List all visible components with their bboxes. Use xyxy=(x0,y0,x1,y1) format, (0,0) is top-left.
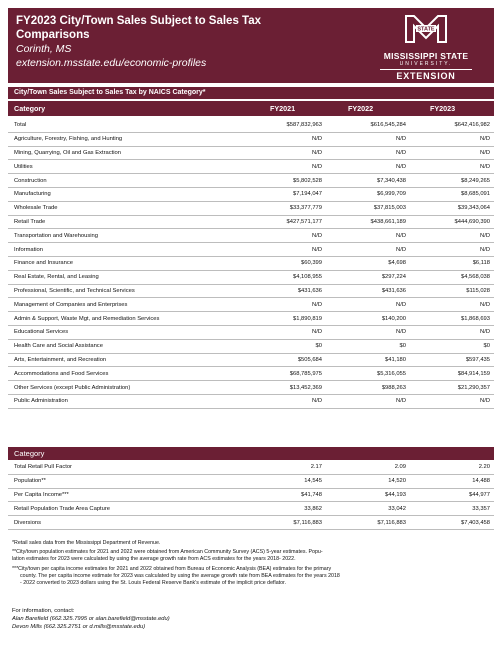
table-row xyxy=(8,187,494,201)
report-title-line1: FY2023 City/Town Sales Subject to Sales Tax xyxy=(16,15,261,27)
logo-extension-word: EXTENSION xyxy=(380,69,472,82)
row-category-cell: Retail Trade xyxy=(8,215,242,229)
contact-info xyxy=(12,607,170,631)
row-fy2021-cell: $41,748 xyxy=(242,488,326,502)
row-fy2023-cell: $642,416,982 xyxy=(410,119,494,132)
contact-line-barefield: Alan Barefield (662.325.7995 or alan.barefield@msstate.edu) xyxy=(12,616,170,622)
row-fy2022-cell: $37,815,003 xyxy=(326,201,410,215)
row-fy2023-cell: $4,568,038 xyxy=(410,270,494,284)
footnote-income-2: county. The per capita income estimate for 2023 was calculated by using the average growth rate from BEA estimates for the years 2018 xyxy=(20,573,340,579)
table-row xyxy=(8,243,494,257)
row-fy2023-cell: $6,118 xyxy=(410,256,494,270)
table-row xyxy=(8,516,494,530)
row-category-cell: Population** xyxy=(8,474,242,488)
row-fy2022-cell: $4,698 xyxy=(326,256,410,270)
row-category-cell: Construction xyxy=(8,174,242,188)
row-fy2022-cell: N/D xyxy=(326,146,410,160)
table-row xyxy=(8,119,494,132)
report-header xyxy=(8,8,494,83)
table-row xyxy=(8,270,494,284)
header-text xyxy=(16,14,306,70)
row-category-cell: Wholesale Trade xyxy=(8,201,242,215)
footnotes xyxy=(12,540,488,587)
row-category-cell: Retail Population Trade Area Capture xyxy=(8,502,242,516)
row-fy2021-cell: $505,684 xyxy=(242,353,326,367)
row-fy2021-cell: $7,116,883 xyxy=(242,516,326,530)
row-fy2021-cell: $4,108,955 xyxy=(242,270,326,284)
footnote-population-2: lation estimates for 2023 were calculated by using the average growth rate from ACS estimates for the years 2018- 2022. xyxy=(12,556,296,562)
summary-table-body xyxy=(8,461,494,529)
row-fy2022-cell: N/D xyxy=(326,394,410,408)
row-fy2021-cell: $33,377,779 xyxy=(242,201,326,215)
row-fy2021-cell: $0 xyxy=(242,339,326,353)
row-fy2023-cell: $0 xyxy=(410,339,494,353)
row-fy2022-cell: $616,545,284 xyxy=(326,119,410,132)
row-fy2021-cell: N/D xyxy=(242,298,326,312)
msu-extension-logo xyxy=(366,14,486,82)
table-row xyxy=(8,367,494,381)
row-category-cell: Professional, Scientific, and Technical Services xyxy=(8,284,242,298)
report-location: Corinth, MS xyxy=(16,43,72,55)
row-fy2022-cell: N/D xyxy=(326,243,410,257)
row-category-cell: Real Estate, Rental, and Leasing xyxy=(8,270,242,284)
row-fy2021-cell: $431,636 xyxy=(242,284,326,298)
row-fy2022-cell: 33,042 xyxy=(326,502,410,516)
row-fy2021-cell: $587,832,963 xyxy=(242,119,326,132)
row-category-cell: Accommodations and Food Services xyxy=(8,367,242,381)
table-row xyxy=(8,298,494,312)
row-category-cell: Finance and Insurance xyxy=(8,256,242,270)
row-fy2021-cell: N/D xyxy=(242,243,326,257)
row-category-cell: Utilities xyxy=(8,160,242,174)
table-row xyxy=(8,381,494,395)
row-fy2021-cell: N/D xyxy=(242,229,326,243)
naics-sales-table-body xyxy=(8,119,494,408)
row-fy2021-cell: $13,452,369 xyxy=(242,381,326,395)
row-fy2023-cell: $8,249,265 xyxy=(410,174,494,188)
row-category-cell: Total Retail Pull Factor xyxy=(8,461,242,474)
summary-table xyxy=(8,461,494,530)
footnote-income-3: - 2022 converted to 2023 dollars using the St. Louis Federal Reserve Bank's estimate of the implicit price deflator. xyxy=(20,580,286,586)
row-fy2023-cell: $84,914,159 xyxy=(410,367,494,381)
row-category-cell: Other Services (except Public Administration) xyxy=(8,381,242,395)
row-fy2021-cell: $7,194,047 xyxy=(242,187,326,201)
table-row xyxy=(8,488,494,502)
row-fy2023-cell: 14,488 xyxy=(410,474,494,488)
row-fy2021-cell: 33,862 xyxy=(242,502,326,516)
row-fy2022-cell: $7,116,883 xyxy=(326,516,410,530)
row-fy2021-cell: $60,399 xyxy=(242,256,326,270)
column-header-fy2023: FY2023 xyxy=(430,104,456,113)
table-row xyxy=(8,229,494,243)
row-fy2023-cell: N/D xyxy=(410,243,494,257)
row-category-cell: Arts, Entertainment, and Recreation xyxy=(8,353,242,367)
msu-logo-mark-icon xyxy=(404,14,448,44)
naics-sales-table xyxy=(8,119,494,409)
footnote-income-1: ***City/town per capita income estimates for 2021 and 2022 obtained from Bureau of Economic Analysis (BEA) estimates for the primary xyxy=(12,566,332,572)
row-fy2023-cell: $597,435 xyxy=(410,353,494,367)
row-category-cell: Admin & Support, Waste Mgt, and Remediation Services xyxy=(8,312,242,326)
table-column-header xyxy=(8,101,494,116)
table-row xyxy=(8,339,494,353)
row-fy2023-cell: 2.20 xyxy=(410,461,494,474)
row-fy2023-cell: $8,685,091 xyxy=(410,187,494,201)
row-category-cell: Educational Services xyxy=(8,325,242,339)
row-fy2021-cell: 14,545 xyxy=(242,474,326,488)
row-fy2022-cell: 2.09 xyxy=(326,461,410,474)
summary-category-header: Category xyxy=(8,447,494,460)
section-title-bar: City/Town Sales Subject to Sales Tax by NAICS Category* xyxy=(8,87,494,99)
row-fy2023-cell: $21,290,357 xyxy=(410,381,494,395)
row-fy2022-cell: $431,636 xyxy=(326,284,410,298)
table-row xyxy=(8,325,494,339)
row-category-cell: Management of Companies and Enterprises xyxy=(8,298,242,312)
row-fy2023-cell: $7,403,458 xyxy=(410,516,494,530)
contact-line-mills: Devon Mills (662.325.2751 or d.mills@msstate.edu) xyxy=(12,624,146,630)
row-fy2022-cell: $297,224 xyxy=(326,270,410,284)
row-category-cell: Per Capita Income*** xyxy=(8,488,242,502)
row-fy2023-cell: N/D xyxy=(410,298,494,312)
svg-text:STATE: STATE xyxy=(417,26,435,33)
contact-heading: For information, contact: xyxy=(12,608,75,614)
row-fy2022-cell: $0 xyxy=(326,339,410,353)
footnote-retail-sales: *Retail sales data from the Mississippi Department of Revenue. xyxy=(12,540,161,546)
table-row xyxy=(8,394,494,408)
row-category-cell: Mining, Quarrying, Oil and Gas Extraction xyxy=(8,146,242,160)
row-category-cell: Total xyxy=(8,119,242,132)
row-fy2023-cell: N/D xyxy=(410,394,494,408)
row-fy2023-cell: $44,977 xyxy=(410,488,494,502)
row-fy2021-cell: N/D xyxy=(242,160,326,174)
row-category-cell: Information xyxy=(8,243,242,257)
row-fy2021-cell: 2.17 xyxy=(242,461,326,474)
row-fy2023-cell: N/D xyxy=(410,160,494,174)
report-url: extension.msstate.edu/economic-profiles xyxy=(16,57,207,69)
column-header-category: Category xyxy=(14,104,46,113)
row-fy2022-cell: $44,193 xyxy=(326,488,410,502)
row-fy2021-cell: N/D xyxy=(242,394,326,408)
row-fy2023-cell: N/D xyxy=(410,132,494,146)
table-row xyxy=(8,312,494,326)
table-row xyxy=(8,201,494,215)
table-row xyxy=(8,215,494,229)
table-row xyxy=(8,132,494,146)
report-title-line2: Comparisons xyxy=(16,29,90,41)
row-fy2023-cell: 33,357 xyxy=(410,502,494,516)
row-category-cell: Public Administration xyxy=(8,394,242,408)
table-row xyxy=(8,256,494,270)
row-fy2022-cell: $7,340,438 xyxy=(326,174,410,188)
row-fy2023-cell: $115,028 xyxy=(410,284,494,298)
table-row xyxy=(8,146,494,160)
row-fy2022-cell: N/D xyxy=(326,132,410,146)
row-fy2023-cell: N/D xyxy=(410,229,494,243)
row-category-cell: Diversions xyxy=(8,516,242,530)
row-category-cell: Health Care and Social Assistance xyxy=(8,339,242,353)
row-fy2021-cell: N/D xyxy=(242,146,326,160)
table-row xyxy=(8,461,494,474)
logo-university-name: MISSISSIPPI STATE xyxy=(383,51,469,61)
row-fy2022-cell: N/D xyxy=(326,160,410,174)
table-row xyxy=(8,502,494,516)
row-fy2022-cell: N/D xyxy=(326,229,410,243)
row-fy2021-cell: $1,890,819 xyxy=(242,312,326,326)
row-fy2021-cell: $5,802,528 xyxy=(242,174,326,188)
row-fy2022-cell: $988,263 xyxy=(326,381,410,395)
row-fy2022-cell: 14,520 xyxy=(326,474,410,488)
row-fy2022-cell: $5,316,055 xyxy=(326,367,410,381)
row-fy2021-cell: N/D xyxy=(242,325,326,339)
row-fy2023-cell: $39,343,064 xyxy=(410,201,494,215)
table-row xyxy=(8,474,494,488)
row-category-cell: Agriculture, Forestry, Fishing, and Hunting xyxy=(8,132,242,146)
row-category-cell: Manufacturing xyxy=(8,187,242,201)
row-fy2022-cell: $438,661,189 xyxy=(326,215,410,229)
row-fy2022-cell: $41,180 xyxy=(326,353,410,367)
table-row xyxy=(8,284,494,298)
row-fy2021-cell: $427,571,177 xyxy=(242,215,326,229)
row-fy2022-cell: N/D xyxy=(326,325,410,339)
row-fy2022-cell: $6,999,709 xyxy=(326,187,410,201)
footnote-population-1: **City/town population estimates for 2021 and 2022 were obtained from American Community Survey (ACS) 5-year estimates. Popu- xyxy=(12,549,323,555)
row-fy2023-cell: N/D xyxy=(410,146,494,160)
row-fy2023-cell: N/D xyxy=(410,325,494,339)
table-row xyxy=(8,160,494,174)
row-fy2021-cell: $68,785,975 xyxy=(242,367,326,381)
row-fy2021-cell: N/D xyxy=(242,132,326,146)
row-fy2022-cell: $140,200 xyxy=(326,312,410,326)
row-fy2023-cell: $1,868,693 xyxy=(410,312,494,326)
row-fy2022-cell: N/D xyxy=(326,298,410,312)
column-header-fy2021: FY2021 xyxy=(270,104,296,113)
column-header-fy2022: FY2022 xyxy=(348,104,374,113)
row-fy2023-cell: $444,690,390 xyxy=(410,215,494,229)
logo-university-word: UNIVERSITY. xyxy=(399,61,453,67)
table-row xyxy=(8,174,494,188)
row-category-cell: Transportation and Warehousing xyxy=(8,229,242,243)
table-row xyxy=(8,353,494,367)
